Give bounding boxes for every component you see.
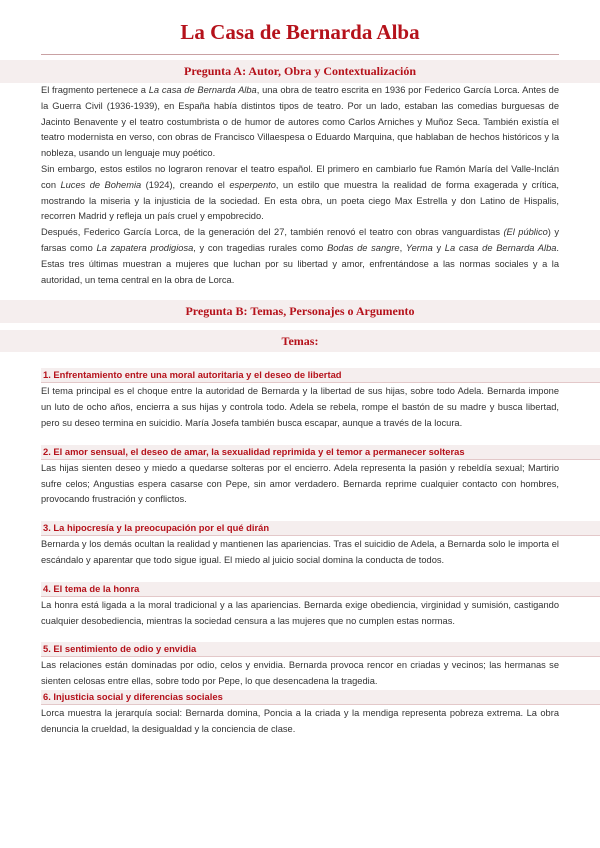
section-text: Las relaciones están dominadas por odio, celos y envidia. Bernarda provoca rencor en criadas y vecinos; las hermanas se sienten celosas entre ellas, sobre todo por Pepe, lo que desencadena la tragedia. [41, 660, 559, 687]
section-6 [41, 690, 559, 738]
section-1 [41, 368, 559, 431]
section-text: El tema principal es el choque entre la autoridad de Bernarda y la libertad de sus hijas, sobre todo Adela. Bernarda impone un luto de ocho años, encierra a sus hijas y controla todo. Adela se rebela, rompe el bastón de su madre y busca libertad, pero su deseo termina en suicidio. María Josefa también busca escapar, aunque a través de la locura. [41, 386, 559, 428]
pregunta-a-paragraph-1: El fragmento pertenece a La casa de Bernarda Alba, una obra de teatro escrita en 1936 por Federico García Lorca. Antes de la Guerra Civil (1936-1939), en España había distintos tipos de teatro. Por un lado, estaban las comedias burguesas de Jacinto Benavente y el teatro costumbrista o de humor de autores como Carlos Arniches y Muñoz Seca. También existía el teatro modernista en verso, con obras de Francisco Villaespesa o Eduardo Marquina, que hablaban de hechos históricos y la nobleza, usando un lenguaje muy poético. [41, 85, 560, 159]
section-4 [41, 582, 559, 630]
section-2 [41, 445, 559, 508]
document-title: La Casa de Bernarda Alba [180, 20, 420, 44]
section-text: Las hijas sienten deseo y miedo a quedarse solteras por el encierro. Adela representa la pasión y rebeldía sexual; Martirio sufre celos; Angustias espera casarse con Pepe, sin amor verdadero. Bernarda reprime cualquier contacto con hombres, provocando frustración y conflictos. [41, 462, 559, 505]
section-title: 2. El amor sensual, el deseo de amar, la sexualidad reprimida y el temor a permanecer solteras [41, 445, 600, 460]
section-title: 3. La hipocresía y la preocupación por el qué dirán [41, 521, 600, 536]
section-title: 5. El sentimiento de odio y envidia [41, 642, 600, 657]
temas-heading: Temas: [0, 330, 600, 352]
pregunta-a-paragraph-2: Sin embargo, estos estilos no lograron renovar el teatro español. El primero en cambiarlo fue Ramón María del Valle-Inclán con Luces de Bohemia (1924), creando el esperpento, un estilo que muestra la realidad de forma exagerada y crítica, mostrando la miseria y la injusticia de la sociedad. En esta obra, un poeta ciego Max Estrella y don Latino de Hispalis, recorren Madrid y refleja un país cruel y empobrecido. [41, 163, 559, 222]
section-title: 4. El tema de la honra [41, 582, 600, 597]
section-text: Bernarda y los demás ocultan la realidad y mantienen las apariencias. Tras el suicidio de Adela, a Bernarda solo le importa el escándalo y aparentar que todo sigue igual. El miedo al juicio social domina la conducta de todos. [41, 539, 559, 565]
section-title: 6. Injusticia social y diferencias sociales [41, 690, 600, 705]
section-text: Lorca muestra la jerarquía social: Bernarda domina, Poncia a la criada y la mendiga representa pobreza extrema. La obra denuncia la crueldad, la desigualdad y la conciencia de clase. [41, 707, 559, 734]
section-5 [41, 642, 559, 690]
section-title: 1. Enfrentamiento entre una moral autoritaria y el deseo de libertad [41, 368, 600, 383]
pregunta-a-heading: Pregunta A: Autor, Obra y Contextualización [0, 60, 600, 83]
section-3 [41, 521, 559, 569]
title-divider [41, 54, 559, 55]
pregunta-b-heading: Pregunta B: Temas, Personajes o Argumento [0, 300, 600, 323]
pregunta-a-paragraph-3: Después, Federico García Lorca, de la generación del 27, también renovó el teatro con obras vanguardistas (El público) y farsas como La zapatera prodigiosa, y con tragedias rurales como Bodas de sangre, Yerma y La casa de Bernarda Alba. Estas tres últimas muestran a mujeres que luchan por su libertad y amor, enfrentándose a las normas sociales y a la autoridad, un tema central en la obra de Lorca. [41, 227, 559, 285]
section-text: La honra está ligada a la moral tradicional y a las apariencias. Bernarda exige obediencia, virginidad y sumisión, castigando cualquier desobediencia, mientras la sociedad censura a las mujeres que no cumplen estas normas. [41, 599, 559, 626]
